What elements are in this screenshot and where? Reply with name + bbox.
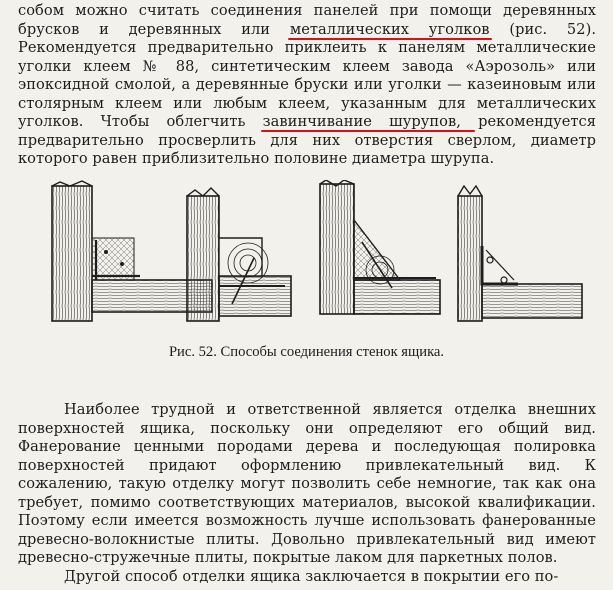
joint-illustration bbox=[40, 180, 585, 330]
highlight-metal-corners: металлических уголков bbox=[289, 20, 490, 38]
paragraph-bottom-cut-line: Другой способ отделки ящика заключается в покрытии его по- bbox=[64, 567, 559, 585]
paragraph-top-text-3: рекомендуется предварительно просверлить для них отверстия сверлом, диаметр которого равен приблизительно половине диаметра шурупа. bbox=[18, 113, 597, 167]
paragraph-bottom bbox=[18, 401, 596, 586]
joint-2-drawing bbox=[187, 188, 291, 321]
joint-4-drawing bbox=[458, 186, 582, 321]
figure-caption: Рис. 52. Способы соединения стенок ящика. bbox=[168, 344, 445, 360]
paragraph-top bbox=[18, 2, 596, 169]
joint-3-drawing bbox=[320, 180, 440, 314]
highlight-screw-driving: завинчивание шурупов, bbox=[262, 113, 461, 130]
paragraph-top-text-1: собом можно считать соединения панелей при помощи деревянных брусков и деревянных или bbox=[18, 2, 596, 38]
paragraph-top-text-2: (рис. 52). Рекомендуется предварительно приклеить к панелям металлические уголки клеем № 88, синтетическим клеем завода «Аэрозоль» или эпоксидной смолой, а деревянные бруски или уголки — казеиновым или столярным клеем или любым клеем, указанным для металлических уголков. Чтобы облегчить bbox=[18, 20, 597, 130]
paragraph-bottom-text: Наиболее трудной и ответственной является отделка внешних поверхностей ящика, поскольку они определяют его общий вид. Фанерование ценными породами дерева и последующая полировка поверхностей придают оформлению привлекательный вид. К сожалению, такую отделку могут позволить себе немногие, так как она требует, помимо соответствующих материалов, высокой квалификации. Поэтому если имеется возможность лучше использовать фанерованные древесно-волокнистые плиты. Довольно привлекательный вид имеют древесно-стружечные плиты, покрытые лаком для паркетных полов. bbox=[18, 401, 596, 566]
